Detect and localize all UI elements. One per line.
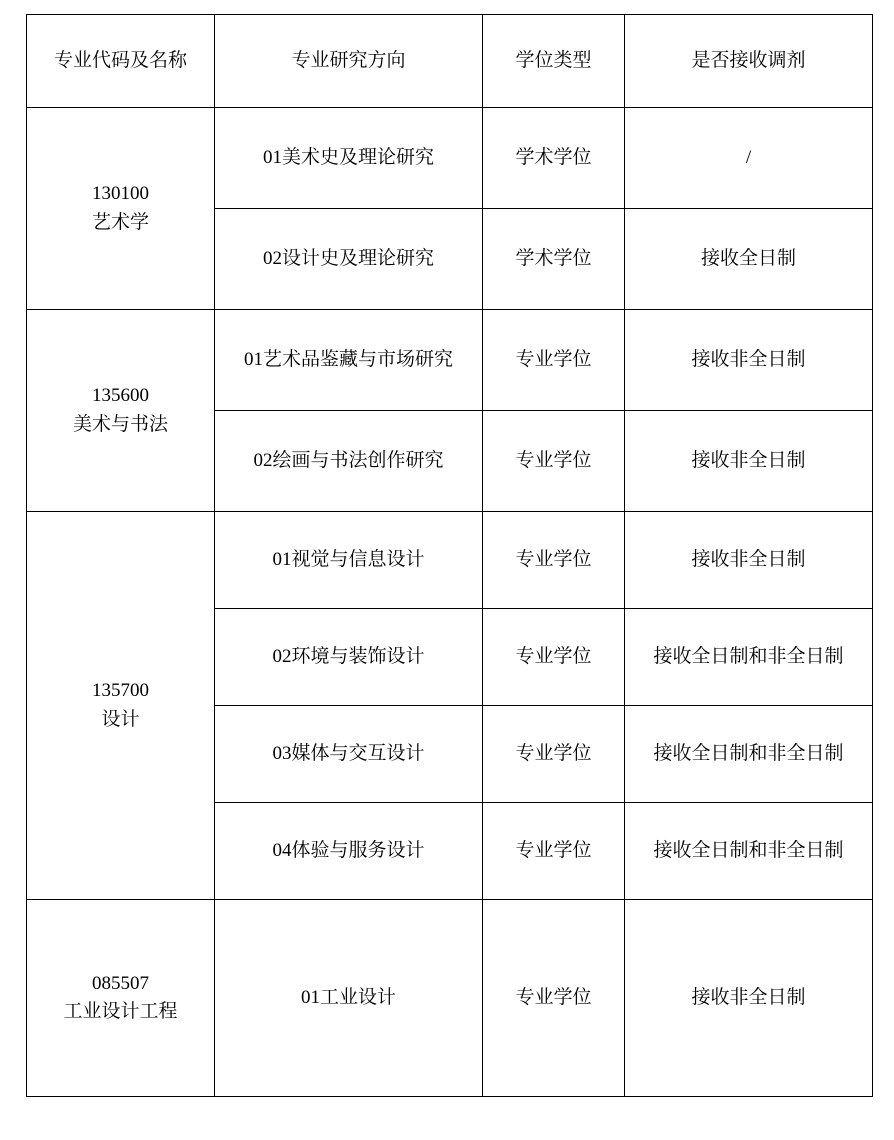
direction-cell: 01工业设计 [215, 900, 483, 1097]
table-body [27, 108, 873, 1097]
degree-cell: 专业学位 [483, 411, 625, 512]
adjust-cell: 接收全日制和非全日制 [625, 706, 873, 803]
degree-cell: 专业学位 [483, 310, 625, 411]
header-research-direction: 专业研究方向 [215, 15, 483, 108]
header-major-code-name: 专业代码及名称 [27, 15, 215, 108]
table-header [27, 15, 873, 108]
table-row [27, 900, 873, 1097]
degree-cell: 专业学位 [483, 706, 625, 803]
degree-cell: 学术学位 [483, 209, 625, 310]
degree-cell: 专业学位 [483, 900, 625, 1097]
major-code-cell: 135700 设计 [27, 512, 215, 900]
major-code-cell: 130100 艺术学 [27, 108, 215, 310]
direction-cell: 01美术史及理论研究 [215, 108, 483, 209]
table-row [27, 108, 873, 209]
adjust-cell: 接收非全日制 [625, 900, 873, 1097]
header-accept-transfer: 是否接收调剂 [625, 15, 873, 108]
majors-table [26, 14, 873, 1097]
adjust-cell: 接收非全日制 [625, 512, 873, 609]
degree-cell: 学术学位 [483, 108, 625, 209]
direction-cell: 04体验与服务设计 [215, 803, 483, 900]
direction-cell: 02绘画与书法创作研究 [215, 411, 483, 512]
degree-cell: 专业学位 [483, 512, 625, 609]
table-row [27, 512, 873, 609]
adjust-cell: / [625, 108, 873, 209]
major-code-cell: 135600 美术与书法 [27, 310, 215, 512]
adjust-cell: 接收全日制和非全日制 [625, 609, 873, 706]
direction-cell: 02设计史及理论研究 [215, 209, 483, 310]
adjust-cell: 接收全日制和非全日制 [625, 803, 873, 900]
major-code-cell: 085507 工业设计工程 [27, 900, 215, 1097]
direction-cell: 01视觉与信息设计 [215, 512, 483, 609]
table-header-row [27, 15, 873, 108]
degree-cell: 专业学位 [483, 803, 625, 900]
adjust-cell: 接收非全日制 [625, 411, 873, 512]
degree-cell: 专业学位 [483, 609, 625, 706]
direction-cell: 02环境与装饰设计 [215, 609, 483, 706]
table-row [27, 310, 873, 411]
direction-cell: 01艺术品鉴藏与市场研究 [215, 310, 483, 411]
adjust-cell: 接收全日制 [625, 209, 873, 310]
adjust-cell: 接收非全日制 [625, 310, 873, 411]
header-degree-type: 学位类型 [483, 15, 625, 108]
direction-cell: 03媒体与交互设计 [215, 706, 483, 803]
